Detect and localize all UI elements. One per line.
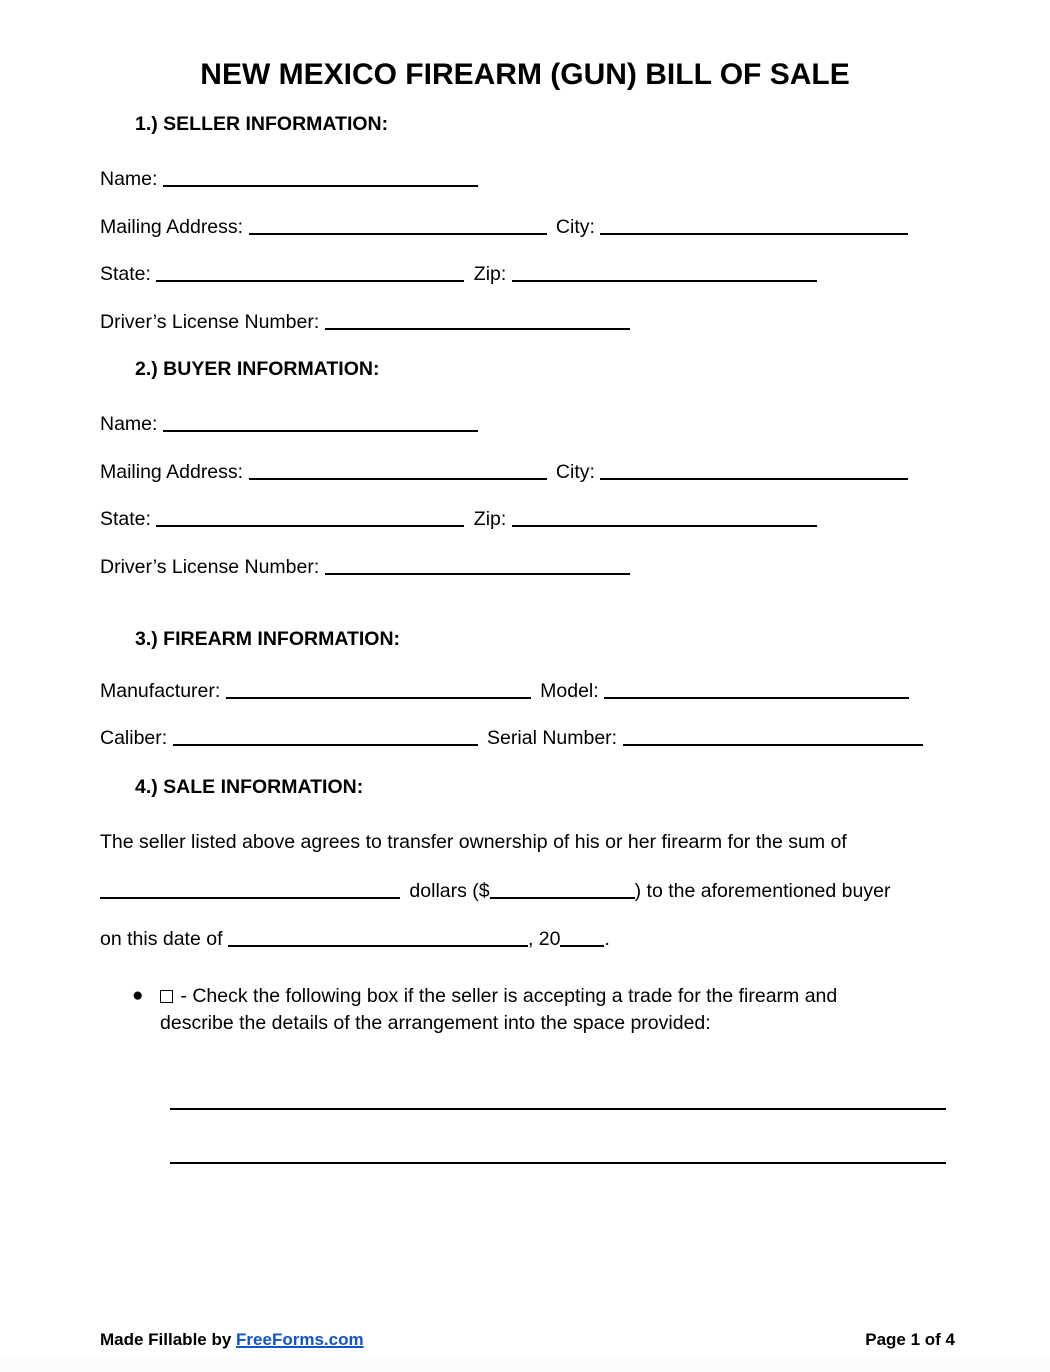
buyer-name-row: [100, 415, 950, 435]
buyer-city-label: City:: [555, 460, 595, 483]
page-bottom-edge: [0, 1358, 1050, 1372]
freeforms-link[interactable]: FreeForms.com: [236, 1330, 364, 1349]
caliber-label: Caliber:: [100, 726, 168, 749]
trade-bullet-line-2: describe the details of the arrangement into the space provided:: [160, 1012, 711, 1035]
buyer-state-label: State:: [100, 508, 151, 530]
buyer-address-row: [100, 460, 950, 483]
firearm-caliber-row: [100, 726, 950, 749]
firearm-manufacturer-row: [100, 682, 950, 702]
buyer-dl-label: Driver’s License Number:: [100, 555, 320, 578]
buyer-zip-label: Zip:: [473, 508, 507, 530]
buyer-zip-input[interactable]: [512, 510, 817, 527]
seller-mailing-address-label: Mailing Address:: [100, 215, 244, 238]
bullet-marker-icon: ●: [132, 984, 144, 1006]
caliber-input[interactable]: [173, 729, 478, 746]
sale-paragraph-line-2: [100, 879, 950, 902]
seller-address-row: [100, 215, 950, 238]
trade-bullet-line-1: - Check the following box if the seller is accepting a trade for the firearm and: [180, 984, 838, 1007]
serial-number-input[interactable]: [623, 729, 923, 746]
seller-city-label: City:: [555, 215, 595, 238]
buyer-section-heading: 2.) BUYER INFORMATION:: [135, 358, 380, 380]
buyer-city-input[interactable]: [600, 463, 908, 480]
sale-section-heading: 4.) SALE INFORMATION:: [135, 776, 364, 798]
seller-zip-input[interactable]: [512, 265, 817, 282]
trade-description-line-2[interactable]: [170, 1162, 946, 1164]
buyer-state-row: [100, 510, 950, 530]
page-number: Page 1 of 4: [865, 1330, 955, 1349]
firearm-section-heading: 3.) FIREARM INFORMATION:: [135, 628, 401, 650]
sale-amount-words-input[interactable]: [100, 882, 400, 899]
sale-paragraph-line-3: [100, 930, 950, 950]
seller-state-input[interactable]: [156, 265, 464, 282]
seller-name-input[interactable]: [163, 170, 478, 187]
manufacturer-label: Manufacturer:: [100, 680, 221, 702]
sale-amount-numeric-input[interactable]: [490, 882, 635, 899]
seller-dl-input[interactable]: [325, 313, 630, 330]
seller-city-input[interactable]: [600, 218, 908, 235]
seller-dl-row: [100, 310, 950, 333]
sale-paragraph-line2-tail: ) to the aforementioned buyer: [634, 879, 891, 902]
sale-paragraph-line-1: The seller listed above agrees to transfer ownership of his or her firearm for the sum of: [100, 831, 847, 853]
buyer-dl-input[interactable]: [325, 558, 630, 575]
buyer-name-label: Name:: [100, 413, 158, 435]
trade-checkbox[interactable]: [160, 990, 173, 1003]
trade-description-line-1[interactable]: [170, 1108, 946, 1110]
document-content: [100, 0, 950, 1038]
year-prefix-label: , 20: [527, 928, 561, 950]
seller-dl-label: Driver’s License Number:: [100, 310, 320, 333]
buyer-state-input[interactable]: [156, 510, 464, 527]
page-footer: [100, 1330, 955, 1350]
buyer-mailing-address-label: Mailing Address:: [100, 460, 244, 483]
seller-state-label: State:: [100, 263, 151, 285]
page-title: NEW MEXICO FIREARM (GUN) BILL OF SALE: [200, 58, 850, 91]
seller-name-row: [100, 170, 950, 190]
model-input[interactable]: [604, 682, 909, 699]
manufacturer-input[interactable]: [226, 682, 531, 699]
model-label: Model:: [540, 680, 599, 702]
seller-mailing-address-input[interactable]: [249, 218, 547, 235]
trade-bullet-text: [160, 983, 950, 1038]
serial-number-label: Serial Number:: [487, 726, 618, 749]
seller-name-label: Name:: [100, 168, 158, 190]
trade-bullet-item: [100, 983, 950, 1038]
dollars-label: dollars ($: [409, 879, 490, 902]
seller-state-row: [100, 265, 950, 285]
footer-credit: [100, 1330, 364, 1350]
sale-date-input[interactable]: [228, 930, 528, 947]
seller-section-heading: 1.) SELLER INFORMATION:: [135, 113, 389, 135]
buyer-mailing-address-input[interactable]: [249, 463, 547, 480]
buyer-dl-row: [100, 555, 950, 578]
on-this-date-of-label: on this date of: [100, 928, 223, 950]
footer-credit-prefix: Made Fillable by: [100, 1330, 232, 1349]
buyer-name-input[interactable]: [163, 415, 478, 432]
sale-period: .: [604, 928, 610, 950]
sale-year-input[interactable]: [560, 930, 604, 947]
seller-zip-label: Zip:: [473, 263, 507, 285]
